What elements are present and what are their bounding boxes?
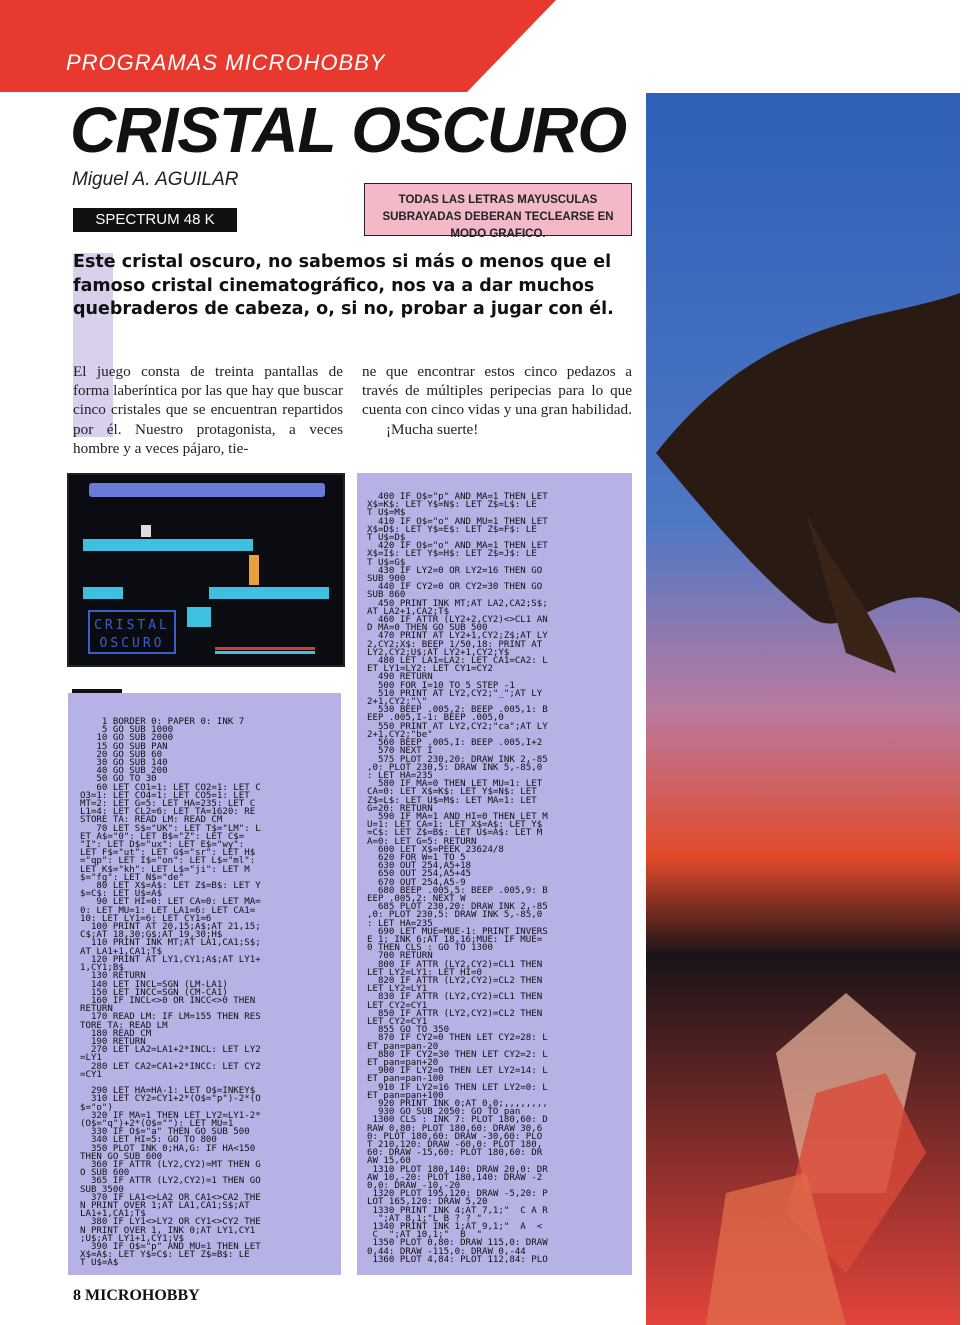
lead-paragraph: Este cristal oscuro, no sabemos si más o menos que el famoso cristal cinematográfico, nos va a dar muchos quebraderos de cabeza, o, si no, probar a jugar con él. xyxy=(73,252,614,319)
platform-badge: SPECTRUM 48 K xyxy=(73,208,237,232)
cover-illustration xyxy=(646,93,960,1325)
game-screenshot xyxy=(67,473,345,667)
page-footer: 8 MICROHOBBY xyxy=(73,1287,200,1304)
game-logo-line1: CRISTAL xyxy=(94,618,170,633)
body-text-1: El juego consta de treinta pantallas de forma laberíntica por las que hay que buscar cinco cristales que se encuentran repartidos por él. Nuestro protagonista, a veces hombre y a veces pájaro, tie- xyxy=(73,363,343,457)
article-author: Miguel A. AGUILAR xyxy=(72,169,239,190)
section-title: PROGRAMAS MICROHOBBY xyxy=(66,50,386,75)
article-title: CRISTAL OSCURO xyxy=(70,94,627,166)
game-screen-art xyxy=(69,475,343,665)
notice-box: TODAS LAS LETRAS MAYUSCULAS SUBRAYADAS DEBERAN TECLEARSE EN MODO GRAFICO. xyxy=(364,183,632,236)
bird-crystal-art xyxy=(646,93,960,1325)
game-logo-line2: OSCURO xyxy=(99,636,165,651)
body-column-1 xyxy=(73,362,343,458)
body-text-end: ¡Mucha suerte! xyxy=(386,420,479,438)
body-text-2: ne que encontrar estos cinco pedazos a través de múltiples peripecias para lo que cuenta con cinco vidas y una gran habilidad. xyxy=(362,363,632,419)
body-column-2 xyxy=(362,362,632,439)
section-banner xyxy=(0,0,556,92)
code-listing-1: 1 BORDER 0: PAPER 0: INK 7 5 GO SUB 1000 10 GO SUB 2000 15 GO SUB PAN 20 GO SUB 60 30 GO SUB 140 40 GO SUB 200 50 GO TO 30 60 LET CO1=1: LET CO2=1: LET C O3=1: LET CO4=1: LET CO5=1: LET MT=2: LET G=5: LET HA=235: LET C L1=4: LET CL2=6: LET TA=1620: RE STORE TA: READ LM: READ CM 70 LET S$="UK": LET T$="LM": L ET A$="0": LET B$="Z": LET C$= "I": LET D$="ux": LET E$="wy": LET F$="ut": LET G$="sr": LET H$ ="qp": LET I$="on": LET L$="ml": LET K$="kh": LET L$="ji": LET M $="fg": LET N$="de" 80 LET X$=A$: LET Z$=B$: LET Y $=C$: LET U$=A$ 90 LET HI=0: LET CA=0: LET MA= 0: LET MU=1: LET LA1=6: LET CA1= 10: LET LY1=6: LET CY1=6 100 PRINT AT 20,15;A$;AT 21,15; C$;AT 18,30;G$;AT 19,30;H$ 110 PRINT INK MT;AT LA1,CA1;S$; AT LA1+1,CA1;T$ 120 PRINT AT LY1,CY1;A$;AT LY1+ 1,CY1;B$ 130 RETURN 140 LET INCL=SGN (LM-LA1) 150 LET INCC=SGN (CM-CA1) 160 IF INCL<>0 OR INCC<>0 THEN RETURN 170 READ LM: IF LM=155 THEN RES TORE TA: READ LM 180 READ CM 190 RETURN 270 LET LA2=LA1+2*INCL: LET LY2 =LY1 280 LET CA2=CA1+2*INCC: LET CY2 =CY1 290 LET HA=HA-1: LET O$=INKEY$ 310 LET CY2=CY1+2*(O$="p")-2*(O $="o") 320 IF MA=1 THEN LET LY2=LY1-2* (O$="q")+2*(O$=""): LET MU=1 330 IF O$="a" THEN GO SUB 500 340 LET HI=5: GO TO 800 350 PLOT INK 0;HA,G: IF HA<150 THEN GO SUB 600 360 IF ATTR (LY2,CY2)=MT THEN G O SUB 600 365 IF ATTR (LY2,CY2)=1 THEN GO SUB 3500 370 IF LA1<>LA2 OR CA1<>CA2 THE N PRINT OVER 1;AT LA1,CA1;S$;AT LA1+1,CA1;T$ 380 IF LY1<>LY2 OR CY1<>CY2 THE N PRINT OVER 1, INK 0;AT LY1,CY1 ;U$;AT LY1+1,CY1;V$ 390 IF O$="p" AND MU=1 THEN LET X$=A$: LET Y$=C$: LET Z$=B$: LE T U$=A$ xyxy=(68,693,341,1275)
code-listing-2: 400 IF O$="p" AND MA=1 THEN LET X$=K$: LET Y$=N$: LET Z$=L$: LE T U$=M$ 410 IF O$="o" AND MU=1 THEN LET X$=D$: LET Y$=E$: LET Z$=F$: LE T U$=D$ 420 IF O$="o" AND MA=1 THEN LET X$=I$: LET Y$=H$: LET Z$=J$: LE T U$=G$ 430 IF LY2=0 OR LY2=16 THEN GO SUB 900 440 IF CY2=0 OR CY2=30 THEN GO SUB 860 450 PRINT INK MT;AT LA2,CA2;S$; AT LA2+1,CA2;T$ 460 IF ATTR (LY2+2,CY2)<>CL1 AN D MA=0 THEN GO SUB 500 470 PRINT AT LY2+1,CY2;Z$;AT LY 2,CY2;X$: BEEP 1/50,18: PRINT AT LY2,CY2;U$;AT LY2+1,CY2;Y$ 480 LET LA1=LA2: LET CA1=CA2: L ET LY1=LY2: LET CY1=CY2 490 RETURN 500 FOR I=10 TO 5 STEP -1 510 PRINT AT LY2,CY2;"_";AT LY 2+1,CY2;"\" 530 BEEP .005,2: BEEP .005,1: B EEP .005,I-1: BEEP .005,0 550 PRINT AT LY2,CY2;"ca";AT LY 2+1,CY2;"be" 560 BEEP .005,I: BEEP .005,I+2 570 NEXT I 575 PLOT 230,20: DRAW INK 2,-85 ,0: PLOT 230,5: DRAW INK 5,-85,0 : LET HA=235 580 IF MA=0 THEN LET MU=1: LET CA=0: LET X$=K$: LET Y$=N$: LET Z$=L$: LET U$=M$: LET MA=1: LET G=20: RETURN 590 IF MA=1 AND HI=0 THEN LET M U=1: LET CA=1: LET X$=A$: LET Y$ =C$: LET Z$=B$: LET U$=A$: LET M A=0: LET G=5: RETURN 600 LET X$=PEEK 23624/8 620 FOR W=1 TO 5 630 OUT 254,A5+18 650 OUT 254,A5+45 670 OUT 254,A5-9 680 BEEP .005,5: BEEP .005,9: B EEP .005,2: NEXT W 685 PLOT 230,20: DRAW INK 2,-85 ,0: PLOT 230,5: DRAW INK 5,-85,0 : LET HA=235 690 LET MUE=MUE-1: PRINT INVERS E 1; INK 6;AT 18,16;MUE: IF MUE= 0 THEN CLS : GO TO 1300 700 RETURN 800 IF ATTR (LY2,CY2)=CL1 THEN LET LY2=LY1: LET HI=0 820 IF ATTR (LY2,CY2)=CL2 THEN LET LY2=LY1 830 IF ATTR (LY2,CY2)=CL1 THEN LET CY2=CY1 850 IF ATTR (LY2,CY2)=CL2 THEN LET CY2=CY1 855 GO TO 350 870 IF CY2=0 THEN LET CY2=28: L ET pan=pan-20 880 IF CY2=30 THEN LET CY2=2: L ET pan=pan+20 900 IF LY2=0 THEN LET LY2=14: L ET pan=pan-100 910 IF LY2=16 THEN LET LY2=0: L ET pan=pan+100 920 PRINT INK 0;AT 0,0;,,,,,,,, 930 GO SUB 2050: GO TO pan 1300 CLS : INK 7: PLOT 180,60: D RAW 0,80: PLOT 180,60: DRAW 30,6 0: PLOT 180,60: DRAW -30,60: PLO T 210,120: DRAW -60,0: PLOT 180, 60: DRAW -15,60: PLOT 180,60: DR AW 15,60 1310 PLOT 180,140: DRAW 20,0: DR AW 10,-20: PLOT 180,140: DRAW -2 0,0: DRAW -10,-20 1320 PLOT 195,120: DRAW -5,20: P LOT 165,120: DRAW 5,20 1330 PRINT INK 4;AT 7,1;" C A R ";AT 8,1;"L B ? ? " 1340 PRINT INK 1;AT 9,1;" A < C ";AT 10,1;" B " 1350 PLOT 0,80: DRAW 115,0: DRAW 0,44: DRAW -115,0: DRAW 0,-44 1360 PLOT 4,84: PLOT 112,84: PLO xyxy=(357,473,632,1275)
